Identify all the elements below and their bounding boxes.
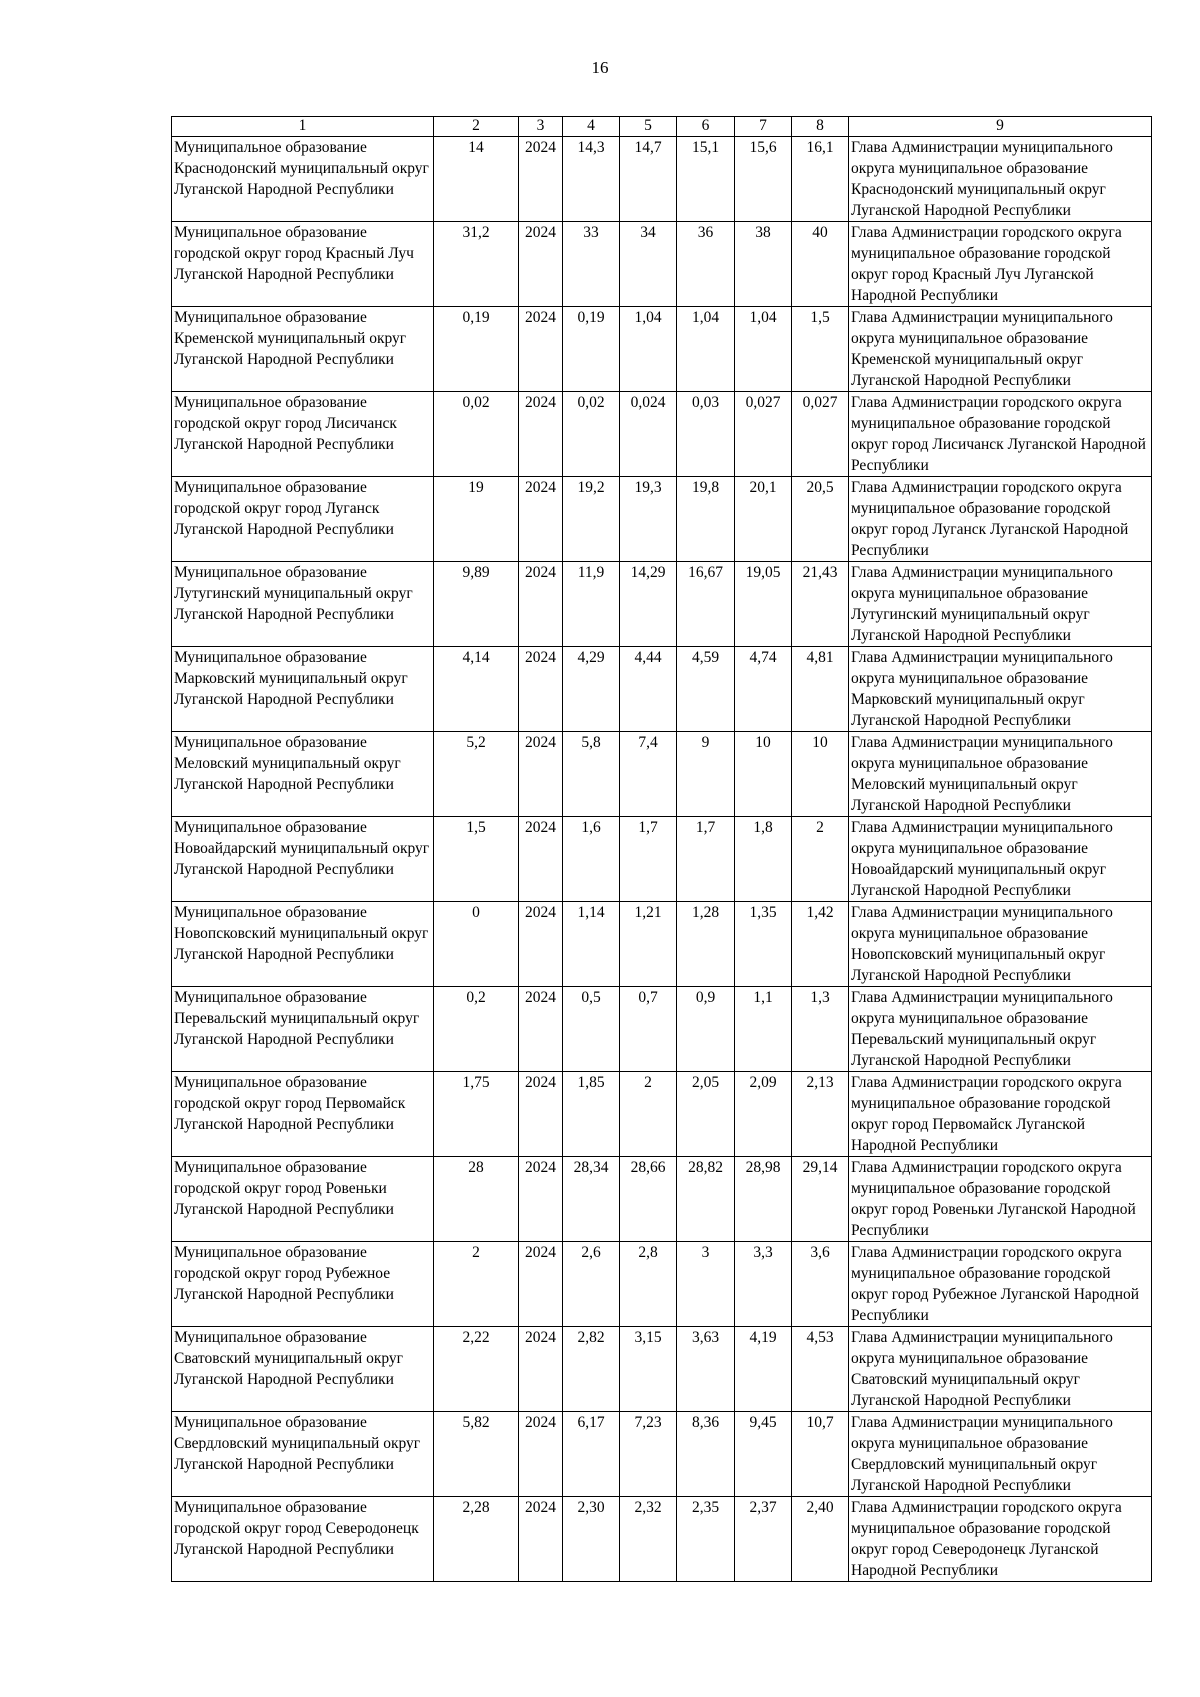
column-header: 2 <box>434 117 519 137</box>
value-year-1-cell: 0,5 <box>563 987 620 1072</box>
baseline-year-cell: 2024 <box>519 137 563 222</box>
value-year-5-cell: 2 <box>792 817 849 902</box>
table-row <box>172 562 1152 647</box>
baseline-value-cell: 4,14 <box>434 647 519 732</box>
municipality-name-cell: Муниципальное образование городской округ город Северодонецк Луганской Народной Республики <box>172 1497 434 1582</box>
value-year-5-cell: 1,3 <box>792 987 849 1072</box>
table-row <box>172 817 1152 902</box>
value-year-2-cell: 0,7 <box>620 987 677 1072</box>
baseline-year-cell: 2024 <box>519 1072 563 1157</box>
municipality-name-cell: Муниципальное образование Марковский муниципальный округ Луганской Народной Республики <box>172 647 434 732</box>
responsible-official-cell: Глава Администрации муниципального округа муниципальное образование Новопсковский муниципальный округ Луганской Народной Республики <box>849 902 1152 987</box>
value-year-4-cell: 38 <box>735 222 792 307</box>
municipality-name-cell: Муниципальное образование Кременской муниципальный округ Луганской Народной Республики <box>172 307 434 392</box>
baseline-value-cell: 5,82 <box>434 1412 519 1497</box>
baseline-year-cell: 2024 <box>519 222 563 307</box>
value-year-3-cell: 0,9 <box>677 987 735 1072</box>
value-year-5-cell: 20,5 <box>792 477 849 562</box>
table-row <box>172 392 1152 477</box>
value-year-3-cell: 3 <box>677 1242 735 1327</box>
value-year-1-cell: 1,14 <box>563 902 620 987</box>
column-header: 6 <box>677 117 735 137</box>
municipality-name-cell: Муниципальное образование Новоайдарский муниципальный округ Луганской Народной Республики <box>172 817 434 902</box>
value-year-3-cell: 16,67 <box>677 562 735 647</box>
value-year-4-cell: 4,74 <box>735 647 792 732</box>
baseline-year-cell: 2024 <box>519 732 563 817</box>
value-year-2-cell: 2,8 <box>620 1242 677 1327</box>
value-year-2-cell: 7,4 <box>620 732 677 817</box>
baseline-value-cell: 0,02 <box>434 392 519 477</box>
value-year-2-cell: 7,23 <box>620 1412 677 1497</box>
responsible-official-cell: Глава Администрации муниципального округа муниципальное образование Новоайдарский муниципальный округ Луганской Народной Республики <box>849 817 1152 902</box>
value-year-2-cell: 34 <box>620 222 677 307</box>
value-year-4-cell: 20,1 <box>735 477 792 562</box>
municipality-name-cell: Муниципальное образование городской округ город Ровеньки Луганской Народной Республики <box>172 1157 434 1242</box>
baseline-value-cell: 19 <box>434 477 519 562</box>
value-year-4-cell: 1,8 <box>735 817 792 902</box>
column-header: 7 <box>735 117 792 137</box>
value-year-2-cell: 14,29 <box>620 562 677 647</box>
responsible-official-cell: Глава Администрации городского округа муниципальное образование городской округ город Первомайск Луганской Народной Республики <box>849 1072 1152 1157</box>
value-year-3-cell: 0,03 <box>677 392 735 477</box>
responsible-official-cell: Глава Администрации городского округа муниципальное образование городской округ город Красный Луч Луганской Народной Республики <box>849 222 1152 307</box>
value-year-1-cell: 1,85 <box>563 1072 620 1157</box>
baseline-value-cell: 2 <box>434 1242 519 1327</box>
municipality-name-cell: Муниципальное образование Новопсковский муниципальный округ Луганской Народной Республики <box>172 902 434 987</box>
value-year-1-cell: 1,6 <box>563 817 620 902</box>
value-year-5-cell: 21,43 <box>792 562 849 647</box>
value-year-4-cell: 2,09 <box>735 1072 792 1157</box>
value-year-5-cell: 4,81 <box>792 647 849 732</box>
table-row <box>172 1072 1152 1157</box>
table-row <box>172 137 1152 222</box>
column-header: 3 <box>519 117 563 137</box>
value-year-4-cell: 1,1 <box>735 987 792 1072</box>
value-year-2-cell: 2,32 <box>620 1497 677 1582</box>
value-year-3-cell: 28,82 <box>677 1157 735 1242</box>
value-year-4-cell: 9,45 <box>735 1412 792 1497</box>
value-year-3-cell: 2,35 <box>677 1497 735 1582</box>
value-year-3-cell: 1,28 <box>677 902 735 987</box>
value-year-5-cell: 10,7 <box>792 1412 849 1497</box>
column-header: 5 <box>620 117 677 137</box>
value-year-5-cell: 4,53 <box>792 1327 849 1412</box>
value-year-5-cell: 16,1 <box>792 137 849 222</box>
baseline-value-cell: 1,5 <box>434 817 519 902</box>
value-year-1-cell: 2,30 <box>563 1497 620 1582</box>
responsible-official-cell: Глава Администрации городского округа муниципальное образование городской округ город Рубежное Луганской Народной Республики <box>849 1242 1152 1327</box>
baseline-year-cell: 2024 <box>519 392 563 477</box>
baseline-year-cell: 2024 <box>519 817 563 902</box>
baseline-year-cell: 2024 <box>519 1412 563 1497</box>
responsible-official-cell: Глава Администрации муниципального округа муниципальное образование Краснодонский муниципальный округ Луганской Народной Республики <box>849 137 1152 222</box>
table-row <box>172 732 1152 817</box>
table-row <box>172 1412 1152 1497</box>
column-header: 1 <box>172 117 434 137</box>
page-number: 16 <box>591 58 609 77</box>
value-year-3-cell: 15,1 <box>677 137 735 222</box>
value-year-3-cell: 8,36 <box>677 1412 735 1497</box>
baseline-year-cell: 2024 <box>519 987 563 1072</box>
value-year-5-cell: 1,42 <box>792 902 849 987</box>
responsible-official-cell: Глава Администрации городского округа муниципальное образование городской округ город Лисичанск Луганской Народной Республики <box>849 392 1152 477</box>
value-year-4-cell: 1,35 <box>735 902 792 987</box>
table-row <box>172 307 1152 392</box>
indicators-table <box>171 116 1152 1582</box>
baseline-value-cell: 5,2 <box>434 732 519 817</box>
value-year-4-cell: 19,05 <box>735 562 792 647</box>
responsible-official-cell: Глава Администрации городского округа муниципальное образование городской округ город Луганск Луганской Народной Республики <box>849 477 1152 562</box>
value-year-4-cell: 2,37 <box>735 1497 792 1582</box>
table-row <box>172 1157 1152 1242</box>
table-row <box>172 1327 1152 1412</box>
value-year-3-cell: 4,59 <box>677 647 735 732</box>
value-year-1-cell: 11,9 <box>563 562 620 647</box>
value-year-3-cell: 2,05 <box>677 1072 735 1157</box>
table-row <box>172 987 1152 1072</box>
value-year-5-cell: 1,5 <box>792 307 849 392</box>
baseline-value-cell: 0,19 <box>434 307 519 392</box>
value-year-1-cell: 6,17 <box>563 1412 620 1497</box>
value-year-2-cell: 1,7 <box>620 817 677 902</box>
baseline-year-cell: 2024 <box>519 902 563 987</box>
value-year-4-cell: 15,6 <box>735 137 792 222</box>
baseline-year-cell: 2024 <box>519 647 563 732</box>
table-row <box>172 477 1152 562</box>
value-year-3-cell: 1,04 <box>677 307 735 392</box>
municipality-name-cell: Муниципальное образование Сватовский муниципальный округ Луганской Народной Республики <box>172 1327 434 1412</box>
value-year-3-cell: 3,63 <box>677 1327 735 1412</box>
baseline-value-cell: 0 <box>434 902 519 987</box>
column-header: 8 <box>792 117 849 137</box>
value-year-2-cell: 19,3 <box>620 477 677 562</box>
value-year-3-cell: 9 <box>677 732 735 817</box>
responsible-official-cell: Глава Администрации муниципального округа муниципальное образование Сватовский муниципальный округ Луганской Народной Республики <box>849 1327 1152 1412</box>
table-row <box>172 1497 1152 1582</box>
municipality-name-cell: Муниципальное образование городской округ город Красный Луч Луганской Народной Республики <box>172 222 434 307</box>
baseline-year-cell: 2024 <box>519 562 563 647</box>
value-year-1-cell: 0,19 <box>563 307 620 392</box>
value-year-4-cell: 3,3 <box>735 1242 792 1327</box>
baseline-value-cell: 28 <box>434 1157 519 1242</box>
baseline-value-cell: 0,2 <box>434 987 519 1072</box>
column-header: 4 <box>563 117 620 137</box>
value-year-1-cell: 4,29 <box>563 647 620 732</box>
municipality-name-cell: Муниципальное образование Меловский муниципальный округ Луганской Народной Республики <box>172 732 434 817</box>
baseline-year-cell: 2024 <box>519 477 563 562</box>
responsible-official-cell: Глава Администрации муниципального округа муниципальное образование Свердловский муниципальный округ Луганской Народной Республики <box>849 1412 1152 1497</box>
value-year-2-cell: 1,04 <box>620 307 677 392</box>
value-year-3-cell: 19,8 <box>677 477 735 562</box>
table-row <box>172 902 1152 987</box>
value-year-1-cell: 2,6 <box>563 1242 620 1327</box>
value-year-4-cell: 10 <box>735 732 792 817</box>
value-year-1-cell: 14,3 <box>563 137 620 222</box>
value-year-4-cell: 1,04 <box>735 307 792 392</box>
value-year-5-cell: 2,40 <box>792 1497 849 1582</box>
value-year-3-cell: 1,7 <box>677 817 735 902</box>
baseline-value-cell: 9,89 <box>434 562 519 647</box>
value-year-5-cell: 3,6 <box>792 1242 849 1327</box>
column-header: 9 <box>849 117 1152 137</box>
value-year-3-cell: 36 <box>677 222 735 307</box>
municipality-name-cell: Муниципальное образование Свердловский муниципальный округ Луганской Народной Республики <box>172 1412 434 1497</box>
baseline-year-cell: 2024 <box>519 1157 563 1242</box>
baseline-value-cell: 2,22 <box>434 1327 519 1412</box>
value-year-5-cell: 2,13 <box>792 1072 849 1157</box>
responsible-official-cell: Глава Администрации муниципального округа муниципальное образование Лутугинский муниципальный округ Луганской Народной Республики <box>849 562 1152 647</box>
responsible-official-cell: Глава Администрации муниципального округа муниципальное образование Меловский муниципальный округ Луганской Народной Республики <box>849 732 1152 817</box>
value-year-2-cell: 2 <box>620 1072 677 1157</box>
value-year-1-cell: 33 <box>563 222 620 307</box>
responsible-official-cell: Глава Администрации муниципального округа муниципальное образование Марковский муниципальный округ Луганской Народной Республики <box>849 647 1152 732</box>
table-row <box>172 1242 1152 1327</box>
table-row <box>172 647 1152 732</box>
value-year-2-cell: 14,7 <box>620 137 677 222</box>
value-year-5-cell: 0,027 <box>792 392 849 477</box>
municipality-name-cell: Муниципальное образование городской округ город Луганск Луганской Народной Республики <box>172 477 434 562</box>
responsible-official-cell: Глава Администрации муниципального округа муниципальное образование Перевальский муниципальный округ Луганской Народной Республики <box>849 987 1152 1072</box>
municipality-name-cell: Муниципальное образование Краснодонский муниципальный округ Луганской Народной Республики <box>172 137 434 222</box>
baseline-value-cell: 1,75 <box>434 1072 519 1157</box>
value-year-2-cell: 3,15 <box>620 1327 677 1412</box>
baseline-year-cell: 2024 <box>519 1242 563 1327</box>
value-year-4-cell: 28,98 <box>735 1157 792 1242</box>
municipality-name-cell: Муниципальное образование городской округ город Рубежное Луганской Народной Республики <box>172 1242 434 1327</box>
municipality-name-cell: Муниципальное образование Лутугинский муниципальный округ Луганской Народной Республики <box>172 562 434 647</box>
municipality-name-cell: Муниципальное образование городской округ город Лисичанск Луганской Народной Республики <box>172 392 434 477</box>
value-year-2-cell: 0,024 <box>620 392 677 477</box>
baseline-value-cell: 31,2 <box>434 222 519 307</box>
baseline-year-cell: 2024 <box>519 1327 563 1412</box>
responsible-official-cell: Глава Администрации муниципального округа муниципальное образование Кременской муниципальный округ Луганской Народной Республики <box>849 307 1152 392</box>
value-year-5-cell: 40 <box>792 222 849 307</box>
responsible-official-cell: Глава Администрации городского округа муниципальное образование городской округ город Северодонецк Луганской Народной Республики <box>849 1497 1152 1582</box>
value-year-4-cell: 4,19 <box>735 1327 792 1412</box>
table-row <box>172 222 1152 307</box>
value-year-5-cell: 10 <box>792 732 849 817</box>
municipality-name-cell: Муниципальное образование городской округ город Первомайск Луганской Народной Республики <box>172 1072 434 1157</box>
baseline-year-cell: 2024 <box>519 307 563 392</box>
value-year-2-cell: 1,21 <box>620 902 677 987</box>
value-year-1-cell: 19,2 <box>563 477 620 562</box>
baseline-value-cell: 2,28 <box>434 1497 519 1582</box>
value-year-1-cell: 0,02 <box>563 392 620 477</box>
value-year-1-cell: 2,82 <box>563 1327 620 1412</box>
responsible-official-cell: Глава Администрации городского округа муниципальное образование городской округ город Ровеньки Луганской Народной Республики <box>849 1157 1152 1242</box>
value-year-2-cell: 28,66 <box>620 1157 677 1242</box>
value-year-4-cell: 0,027 <box>735 392 792 477</box>
value-year-1-cell: 28,34 <box>563 1157 620 1242</box>
value-year-5-cell: 29,14 <box>792 1157 849 1242</box>
table-header-row <box>172 117 1152 137</box>
municipality-name-cell: Муниципальное образование Перевальский муниципальный округ Луганской Народной Республики <box>172 987 434 1072</box>
value-year-2-cell: 4,44 <box>620 647 677 732</box>
baseline-value-cell: 14 <box>434 137 519 222</box>
baseline-year-cell: 2024 <box>519 1497 563 1582</box>
value-year-1-cell: 5,8 <box>563 732 620 817</box>
